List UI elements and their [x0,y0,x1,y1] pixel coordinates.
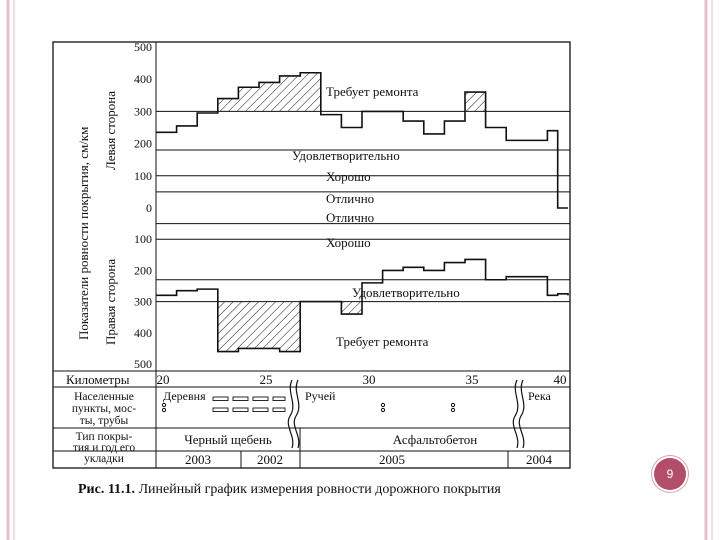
figure-caption [78,482,638,498]
pavement-year-2003: 2003 [185,452,211,467]
settlements-row-label: Населенные пункты, мос-ты, трубы [71,391,137,427]
y-tick-label: 200 [134,263,152,278]
y-tick-label: 0 [146,201,152,215]
chart-panels [134,40,570,371]
zone-label: Хорошо [326,169,371,184]
settlement-stream: Ручей [305,389,336,403]
settlement-river: Река [528,389,551,403]
page-number-badge: 9 [654,458,686,490]
y-tick-label: 400 [134,72,152,87]
zone-label: Требует ремонта [326,84,419,99]
y-tick-label: 200 [134,136,152,151]
zone-label: Отлично [326,210,375,225]
pavement-year-2004: 2004 [526,452,552,467]
panel-right-label: Правая сторона [103,258,118,345]
caption-text: Линейный график измерения ровности дорожного покрытия [138,482,501,497]
bottom-table [53,371,570,468]
zone-label: Удовлетворительно [352,285,460,300]
pavement-year-2002: 2002 [257,452,283,467]
village-houses [213,397,285,412]
x-tick-label: 35 [465,372,479,387]
panel-left-label: Левая сторона [103,91,118,170]
km-ticks [157,372,567,387]
zone-label: Хорошо [326,235,371,250]
y-tick-label: 100 [134,168,152,183]
x-tick-label: 25 [259,372,273,387]
y-axis-label: Показатели ровности покрытия, см/км [76,126,91,340]
pavement-row-label: Тип покры-тия и год его укладки [72,431,136,465]
y-tick-label: 300 [134,294,152,309]
caption-prefix: Рис. 11.1. [78,482,136,497]
pavement-year-2005: 2005 [379,452,405,467]
zone-label: Требует ремонта [336,334,429,349]
y-tick-label: 400 [134,325,152,340]
y-tick-label: 100 [134,232,152,247]
settlement-village: Деревня [163,389,206,403]
x-tick-label: 40 [553,372,567,387]
x-tick-label: 20 [156,372,170,387]
km-row-label: Километры [66,372,130,387]
y-tick-label: 500 [134,40,152,54]
culvert-markers [162,403,454,411]
zone-label: Удовлетворительно [292,148,400,163]
pavement-type-gravel: Черный щебень [184,432,272,447]
y-tick-label: 300 [134,104,152,119]
y-tick-label: 500 [134,357,152,371]
zone-label: Отлично [326,191,375,206]
x-tick-label: 30 [362,372,376,387]
pavement-type-asphalt: Асфальтобетон [392,432,478,447]
